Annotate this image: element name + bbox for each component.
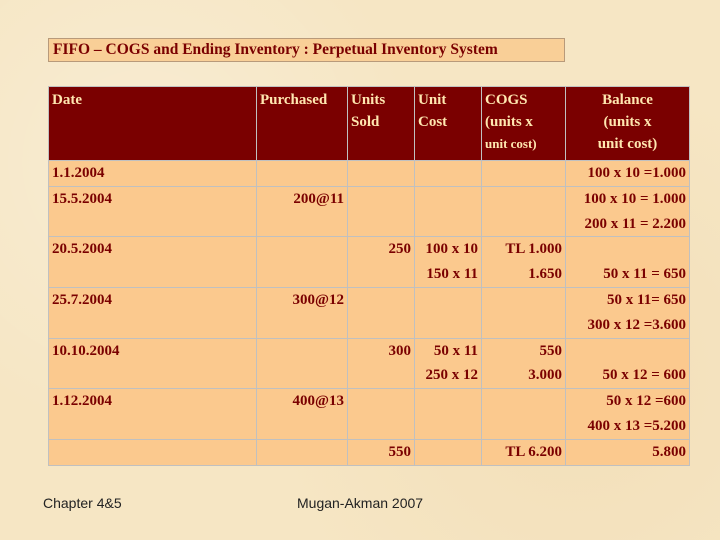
cogs-cell <box>482 161 566 187</box>
unit-cost-cell-line <box>418 389 478 414</box>
unit-cost-cell-line <box>418 288 478 313</box>
balance-cell-line <box>569 339 686 364</box>
balance-cell-line: 50 x 11 = 650 <box>603 266 686 283</box>
unit-cost-cell <box>415 237 482 288</box>
table-row <box>49 439 690 465</box>
balance-cell-line: 5.800 <box>652 443 686 460</box>
purchased-cell <box>257 161 348 187</box>
cogs-cell <box>482 338 566 389</box>
unit-cost-cell-line <box>418 414 478 439</box>
units-sold-cell: 250 <box>348 237 415 288</box>
balance-cell <box>566 439 690 465</box>
cogs-cell-line: TL 1.000 <box>505 241 562 258</box>
header-balance: Balance (units x unit cost) <box>566 87 690 161</box>
balance-cell <box>566 161 690 187</box>
unit-cost-cell-line: 150 x 11 <box>426 266 478 283</box>
unit-cost-cell-line: 250 x 12 <box>425 367 478 384</box>
cogs-cell-line <box>485 414 562 439</box>
header-unit-cost: Unit Cost <box>415 87 482 161</box>
balance-cell-line <box>569 237 686 262</box>
unit-cost-cell-line <box>418 212 478 237</box>
purchased-cell: 200@11 <box>257 186 348 237</box>
purchased-cell <box>257 439 348 465</box>
table-row <box>49 186 690 237</box>
slide-title: FIFO – COGS and Ending Inventory : Perpetual Inventory System <box>48 38 565 62</box>
unit-cost-cell-line: 100 x 10 <box>425 241 478 258</box>
date-cell: 25.7.2004 <box>49 287 257 338</box>
table-row <box>49 237 690 288</box>
fifo-table <box>48 86 690 466</box>
date-cell: 15.5.2004 <box>49 186 257 237</box>
date-cell: 10.10.2004 <box>49 338 257 389</box>
unit-cost-cell <box>415 338 482 389</box>
header-units-sold: Units Sold <box>348 87 415 161</box>
table-row <box>49 287 690 338</box>
date-cell: 1.12.2004 <box>49 389 257 440</box>
balance-cell <box>566 389 690 440</box>
unit-cost-cell <box>415 287 482 338</box>
unit-cost-cell <box>415 439 482 465</box>
cogs-cell <box>482 186 566 237</box>
units-sold-cell <box>348 389 415 440</box>
balance-cell-line: 50 x 12 = 600 <box>602 367 686 384</box>
cogs-cell-line: 1.650 <box>528 266 562 283</box>
unit-cost-cell-line: 50 x 11 <box>433 342 478 359</box>
cogs-cell-line: TL 6.200 <box>505 443 562 460</box>
table-header-row <box>49 87 690 161</box>
cogs-cell <box>482 237 566 288</box>
cogs-cell-line <box>485 212 562 237</box>
footer-author: Mugan-Akman 2007 <box>297 495 424 511</box>
balance-cell-line: 50 x 11= 650 <box>607 291 686 308</box>
cogs-cell-line <box>485 187 562 212</box>
unit-cost-cell-line <box>418 313 478 338</box>
units-sold-cell <box>348 186 415 237</box>
unit-cost-cell-line <box>418 161 478 186</box>
table-row <box>49 389 690 440</box>
unit-cost-cell <box>415 161 482 187</box>
header-purchased: Purchased <box>257 87 348 161</box>
cogs-cell <box>482 389 566 440</box>
balance-cell <box>566 237 690 288</box>
balance-cell-line: 100 x 10 =1.000 <box>587 165 686 181</box>
unit-cost-cell-line <box>418 187 478 212</box>
cogs-cell-line: 3.000 <box>528 367 562 384</box>
header-date: Date <box>49 87 257 161</box>
balance-cell <box>566 338 690 389</box>
balance-cell-line: 400 x 13 =5.200 <box>587 417 686 434</box>
units-sold-cell <box>348 287 415 338</box>
purchased-cell <box>257 338 348 389</box>
cogs-cell <box>482 287 566 338</box>
cogs-cell-line <box>485 313 562 338</box>
balance-cell-line: 300 x 12 =3.600 <box>587 316 686 333</box>
footer-chapter: Chapter 4&5 <box>43 495 122 511</box>
table-row <box>49 161 690 187</box>
unit-cost-cell <box>415 389 482 440</box>
table-row <box>49 338 690 389</box>
units-sold-cell: 300 <box>348 338 415 389</box>
purchased-cell: 400@13 <box>257 389 348 440</box>
date-cell <box>49 439 257 465</box>
date-cell: 1.1.2004 <box>49 161 257 187</box>
purchased-cell <box>257 237 348 288</box>
units-sold-cell: 550 <box>348 439 415 465</box>
balance-cell <box>566 186 690 237</box>
cogs-cell-line: 550 <box>539 342 562 359</box>
unit-cost-cell <box>415 186 482 237</box>
cogs-cell-line <box>485 161 562 186</box>
purchased-cell: 300@12 <box>257 287 348 338</box>
units-sold-cell <box>348 161 415 187</box>
balance-cell <box>566 287 690 338</box>
balance-cell-line: 100 x 10 = 1.000 <box>583 190 686 207</box>
header-cogs: COGS (units x unit cost) <box>482 87 566 161</box>
cogs-cell-line <box>485 389 562 414</box>
balance-cell-line: 50 x 12 =600 <box>606 393 686 410</box>
balance-cell-line: 200 x 11 = 2.200 <box>584 215 686 232</box>
unit-cost-cell-line <box>418 440 478 465</box>
date-cell: 20.5.2004 <box>49 237 257 288</box>
cogs-cell <box>482 439 566 465</box>
cogs-cell-line <box>485 288 562 313</box>
